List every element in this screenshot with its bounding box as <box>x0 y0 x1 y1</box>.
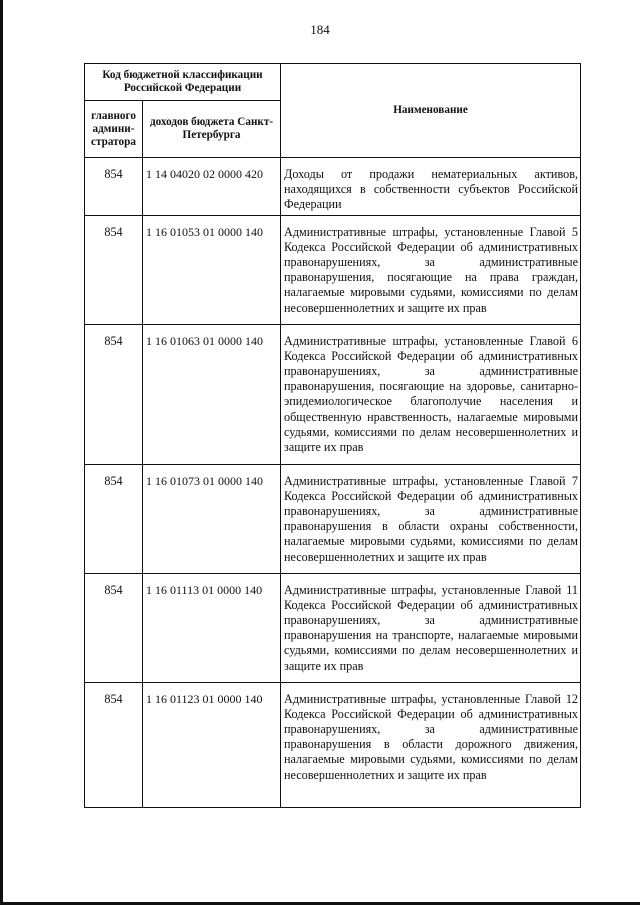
table-row <box>85 682 581 807</box>
header-name: Наименование <box>281 64 581 158</box>
table-row <box>85 464 581 573</box>
page-number: 184 <box>310 22 330 37</box>
income-code-cell: 1 16 01063 01 0000 140 <box>143 324 281 464</box>
header-admin: главного админи-стратора <box>85 101 143 158</box>
admin-code-cell: 854 <box>85 215 143 324</box>
admin-code-cell: 854 <box>85 324 143 464</box>
budget-classification-table <box>84 63 581 808</box>
name-cell: Административные штрафы, установленные Главой 12 Кодекса Российской Федерации об административных правонарушениях, за административные правонарушения в области дорожного движения, налагаемые мировыми судьями, комиссиями по делам несовершеннолетних и защите их прав <box>281 682 581 807</box>
admin-code-cell: 854 <box>85 464 143 573</box>
income-code-cell: 1 14 04020 02 0000 420 <box>143 158 281 216</box>
name-cell: Административные штрафы, установленные Главой 6 Кодекса Российской Федерации об административных правонарушениях, за административные правонарушения, посягающие на здоровье, санитарно-эпидемиологическое благополучие населения и общественную нравственность, налагаемые мировыми судьями, комиссиями по делам несовершеннолетних и защите их прав <box>281 324 581 464</box>
table-row <box>85 324 581 464</box>
name-cell: Доходы от продажи нематериальных активов, находящихся в собственности субъектов Российской Федерации <box>281 158 581 216</box>
income-code-cell: 1 16 01113 01 0000 140 <box>143 573 281 682</box>
admin-code-cell: 854 <box>85 573 143 682</box>
header-income: доходов бюджета Санкт-Петербурга <box>143 101 281 158</box>
admin-code-cell: 854 <box>85 682 143 807</box>
income-code-cell: 1 16 01123 01 0000 140 <box>143 682 281 807</box>
header-row-top <box>85 64 581 101</box>
table-row <box>85 215 581 324</box>
table-row <box>85 158 581 216</box>
income-code-cell: 1 16 01053 01 0000 140 <box>143 215 281 324</box>
scan-edge-left <box>0 0 3 905</box>
name-cell: Административные штрафы, установленные Главой 11 Кодекса Российской Федерации об административных правонарушениях, за административные правонарушения на транспорте, налагаемые мировыми судьями, комиссиями по делам несовершеннолетних и защите их прав <box>281 573 581 682</box>
name-cell: Административные штрафы, установленные Главой 7 Кодекса Российской Федерации об административных правонарушениях, за административные правонарушения в области охраны собственности, налагаемые мировыми судьями, комиссиями по делам несовершеннолетних и защите их прав <box>281 464 581 573</box>
name-cell: Административные штрафы, установленные Главой 5 Кодекса Российской Федерации об административных правонарушениях, за административные правонарушения, посягающие на права граждан, налагаемые мировыми судьями, комиссиями по делам несовершеннолетних и защите их прав <box>281 215 581 324</box>
income-code-cell: 1 16 01073 01 0000 140 <box>143 464 281 573</box>
admin-code-cell: 854 <box>85 158 143 216</box>
table-row <box>85 573 581 682</box>
header-code-group: Код бюджетной классификации Российской Федерации <box>85 64 281 101</box>
